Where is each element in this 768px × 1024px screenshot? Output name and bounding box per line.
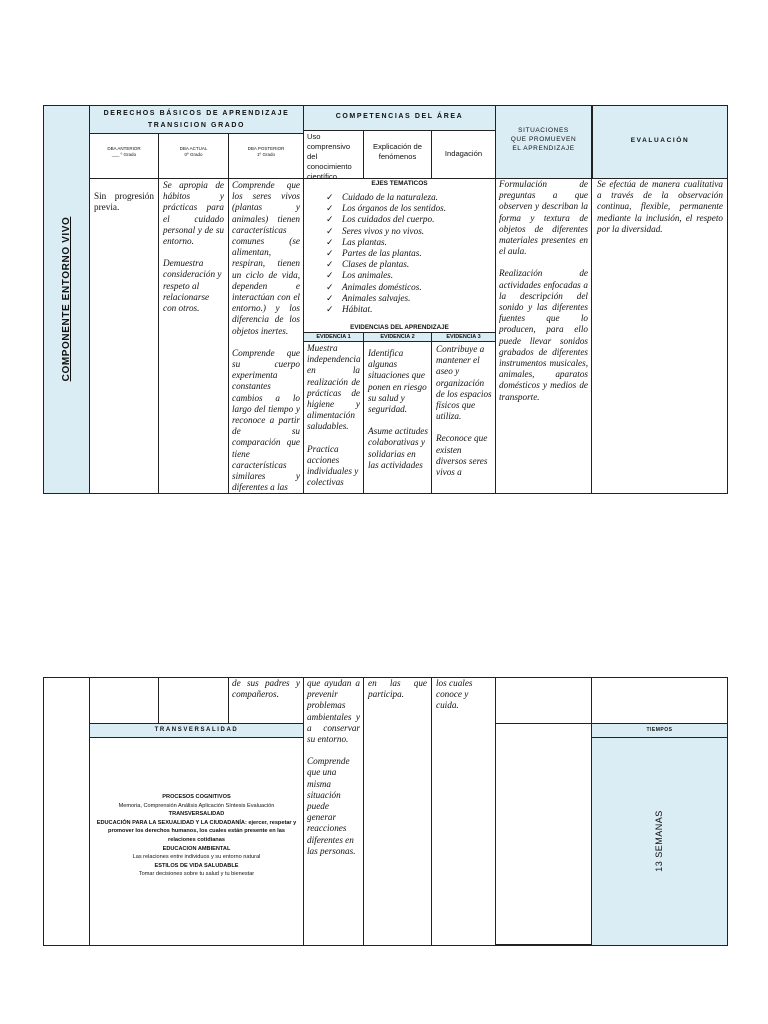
tiempos-header: TIEMPOS xyxy=(592,724,727,738)
evaluacion-cell: Se efectúa de manera cualitativa a través de la observación continua, flexible, permanente mediante la inclusión, el respeto por la diversidad. xyxy=(597,179,723,234)
eje-item: ✓ Partes de las plantas. xyxy=(326,248,491,259)
eje-item: ✓ Las plantas. xyxy=(326,237,491,248)
situaciones-cell: Formulación de preguntas a que observen y describan la forma y textura de objetos de diferentes materiales presentes en el aula. Realización de actividades enfocadas a la descripción del sonido y las diferentes fuentes que lo producen, para ello puede llevar sonidos grabados de diferentes instrumentos musicales, animales, aparatos domésticos y medios de transporte. xyxy=(496,179,592,493)
eje-item: ✓ Seres vivos y no vivos. xyxy=(326,226,491,237)
evidencia-3-cell: Contribuye a mantener el aseo y organización de los espacios físicos que utiliza. Reconoce que existen diversos seres vivos a xyxy=(432,342,496,493)
evidencia-1-cell: Muestra independencia en la realización de prácticas de higiene y alimentación saludables. Practica acciones individuales y colectivas xyxy=(304,342,364,493)
eje-item: ✓ Animales domésticos. xyxy=(326,282,491,293)
eje-item: ✓ Animales salvajes. xyxy=(326,293,491,304)
dba-curr-header: DBA ACTUAL 0º Grado xyxy=(159,134,229,179)
transversalidad-line: Memoria, Comprensión Análisis Aplicación Síntesis Evaluación xyxy=(118,802,275,809)
competencia-indagacion: Indagación xyxy=(432,131,496,179)
transversalidad-line: EDUCACIÓN PARA LA SEXUALIDAD Y LA CIUDADANÍA: ejercer, respetar y promover los derechos humanos, los cuales están presente en las relaciones cotidianas xyxy=(96,819,297,843)
dba-curr-cont xyxy=(159,678,229,724)
evaluacion-cont xyxy=(592,678,727,724)
evidencia-2-cont: en las que participa. xyxy=(364,678,432,945)
eje-item: ✓ Los órganos de los sentidos. xyxy=(326,203,491,214)
transversalidad-line: Las relaciones entre individuos y su entorno natural xyxy=(132,854,261,861)
eje-item: ✓ Los animales. xyxy=(326,270,491,281)
evidencia-3-label: EVIDENCIA 3 xyxy=(432,333,496,342)
transversalidad-lines xyxy=(96,793,297,879)
evidencia-1-label: EVIDENCIA 1 xyxy=(304,333,364,342)
situaciones-header: SITUACIONES QUE PROMUEVEN EL APRENDIZAJE xyxy=(496,106,592,179)
transversalidad-line: EDUCACION AMBIENTAL xyxy=(162,845,231,852)
eje-item: ✓ Cuidado de la naturaleza. xyxy=(326,192,491,203)
eje-item: ✓ Clases de plantas. xyxy=(326,259,491,270)
transversalidad-line: PROCESOS COGNITIVOS xyxy=(162,794,231,800)
evidencia-2-cell: Identifica algunas situaciones que ponen en riesgo su salud y seguridad. Asume actitudes colaborativas y solidarias en las actividades xyxy=(364,342,432,493)
component-column xyxy=(44,106,90,493)
component-column-cont xyxy=(44,678,90,945)
transversalidad-line: Tomar decisiones sobre tu salud y tu bienestar xyxy=(138,871,255,878)
tiempos-value: 13 SEMANAS xyxy=(654,810,664,872)
dba-prev-cont xyxy=(90,678,159,724)
component-label: COMPONENTE ENTORNO VIVO xyxy=(61,216,72,382)
evidencia-2-label: EVIDENCIA 2 xyxy=(364,333,432,342)
evaluacion-header: EVALUACIÓN xyxy=(592,106,727,179)
dba-post-cell: Comprende que los seres vivos (plantas y animales) tienen características comunes (se alimentan, respiran, tienen un ciclo de vida, dependen e interactúan con el entorno.) y los diferencia de los objetos inertes. Comprende que su cuerpo experimenta constantes cambios a lo largo del tiempo y reconoce a partir de su comparación que tiene características similares y diferentes a las xyxy=(229,179,304,493)
transversalidad-line: ESTILOS DE VIDA SALUDABLE xyxy=(154,862,239,869)
evidencias-header: EVIDENCIAS DEL APRENDIZAJE xyxy=(304,323,496,333)
situaciones-lower xyxy=(496,724,592,945)
eje-item: ✓ Hábitat. xyxy=(326,304,491,315)
ejes-list xyxy=(308,192,491,315)
eje-item: ✓ Los cuidados del cuerpo. xyxy=(326,214,491,225)
transversalidad-header: TRANSVERSALIDAD xyxy=(90,724,304,738)
transversalidad-line: TRANSVERSALIDAD xyxy=(168,811,225,818)
evidencia-1-cont: que ayudan a prevenir problemas ambientales y a conservar su entorno. Comprende que una misma situación puede generar reacciones diferentes en las personas. xyxy=(304,678,364,945)
competencias-header: COMPETENCIAS DEL ÁREA xyxy=(304,106,496,131)
tiempos-cell xyxy=(592,738,727,945)
situaciones-cont xyxy=(496,678,592,724)
dba-curr-cell: Se apropia de hábitos y prácticas para el cuidado personal y de su entorno. Demuestra consideración y respeto al relacionarse con otros. xyxy=(159,179,229,493)
dba-prev-cell: Sin progresión previa. xyxy=(90,179,159,493)
transversalidad-cell xyxy=(90,738,304,945)
dba-header: DERECHOS BÁSICOS DE APRENDIZAJE TRANSICION GRADO xyxy=(90,106,304,134)
competencia-explicacion: Explicación de fenómenos xyxy=(364,131,432,179)
ejes-cell: EJES TEMATICOS ✓ Cuidado de la naturaleza. ✓ Los órganos de los sentidos. ✓ Los cuidados del cuerpo. ✓ Seres vivos y no vivos. ✓ Las plantas. ✓ Partes de las plantas. ✓ Clases de plantas. ✓ Los animales. ✓ Animales domésticos. ✓ Animales salvajes. ✓ Hábitat. xyxy=(304,179,496,333)
dba-post-cont: de sus padres y compañeros. xyxy=(229,678,304,724)
dba-prev-header: DBA ANTERIOR ___ º Grado xyxy=(90,134,159,179)
evidencia-3-cont: los cuales conoce y cuida. xyxy=(432,678,496,945)
dba-post-header: DBA POSTERIOR 1º Grado xyxy=(229,134,304,179)
competencia-uso: Uso comprensivo del conocimiento científico xyxy=(304,131,364,179)
